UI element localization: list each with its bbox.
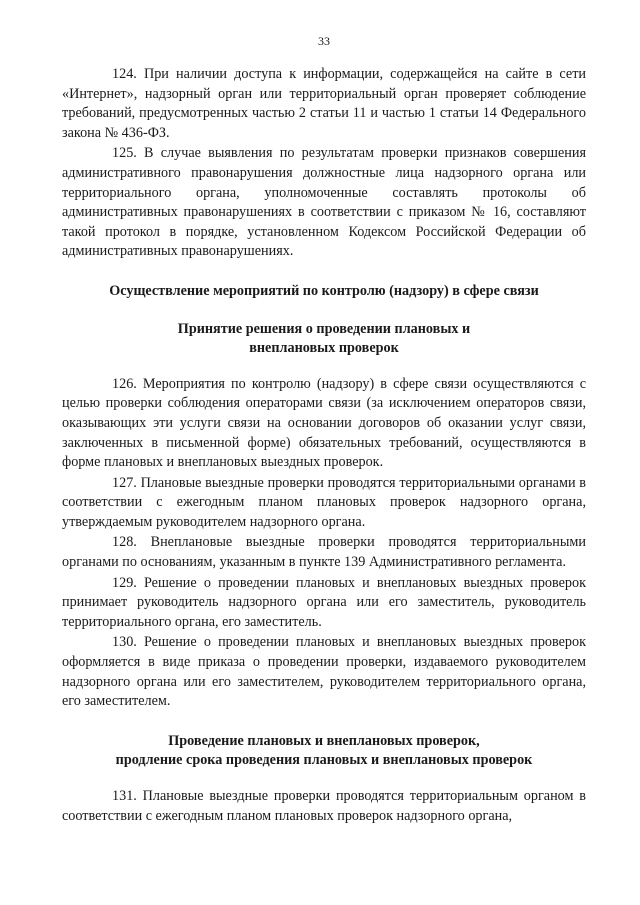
paragraph-130: 130. Решение о проведении плановых и внеплановых выездных проверок оформляется в виде приказа о проведении проверки, издаваемого руководителем надзорного органа или его заместителем, руководителем территориального органа, его заместителем. bbox=[62, 634, 586, 710]
subheading-inspections-line2: продление срока проведения плановых и внеплановых проверок bbox=[115, 752, 533, 769]
subheading-inspections-line1: Проведение плановых и внеплановых проверок, bbox=[168, 732, 480, 749]
page-number: 33 bbox=[318, 34, 330, 48]
subheading-decision bbox=[62, 320, 586, 359]
paragraph-131: 131. Плановые выездные проверки проводятся территориальным органом в соответствии с ежегодным планом плановых проверок надзорного органа, bbox=[62, 788, 586, 824]
subheading-decision-line2: внеплановых проверок bbox=[249, 340, 399, 357]
subheading-decision-line1: Принятие решения о проведении плановых и bbox=[177, 320, 471, 337]
paragraph-126: 126. Мероприятия по контролю (надзору) в сфере связи осуществляются с целью проверки соблюдения операторами связи (за исключением операторов связи, оказывающих эти услуги связи на основании договоров об оказании услуг связи, заключенных в письменной форме) обязательных требований, осуществляются в форме плановых и внеплановых выездных проверок. bbox=[62, 375, 586, 471]
paragraph-129: 129. Решение о проведении плановых и внеплановых выездных проверок принимает руководитель надзорного органа или его заместитель, руководитель территориального органа, его заместитель. bbox=[62, 574, 586, 630]
section-heading: Осуществление мероприятий по контролю (надзору) в сфере связи bbox=[109, 282, 539, 299]
paragraph-128: 128. Внеплановые выездные проверки проводятся территориальными органами по основаниям, указанным в пункте 139 Административного регламента. bbox=[62, 534, 586, 571]
paragraph-127: 127. Плановые выездные проверки проводятся территориальными органами в соответствии с ежегодным планом плановых проверок надзорного органа, утверждаемым руководителем надзорного органа. bbox=[62, 474, 586, 530]
paragraph-125: 125. В случае выявления по результатам проверки признаков совершения административного правонарушения должностные лица надзорного органа или территориального органа, уполномоченные составлять протоколы об административных правонарушениях в соответствии с приказом № 16, составляют такой протокол в порядке, установленном Кодексом Российской Федерации об административных правонарушениях. bbox=[62, 145, 586, 260]
paragraph-124: 124. При наличии доступа к информации, содержащейся на сайте в сети «Интернет», надзорный орган или территориальный орган проверяет соблюдение требований, предусмотренных частью 2 статьи 11 и частью 1 статьи 14 Федерального закона № 436-ФЗ. bbox=[62, 66, 586, 141]
subheading-inspections bbox=[62, 732, 586, 771]
